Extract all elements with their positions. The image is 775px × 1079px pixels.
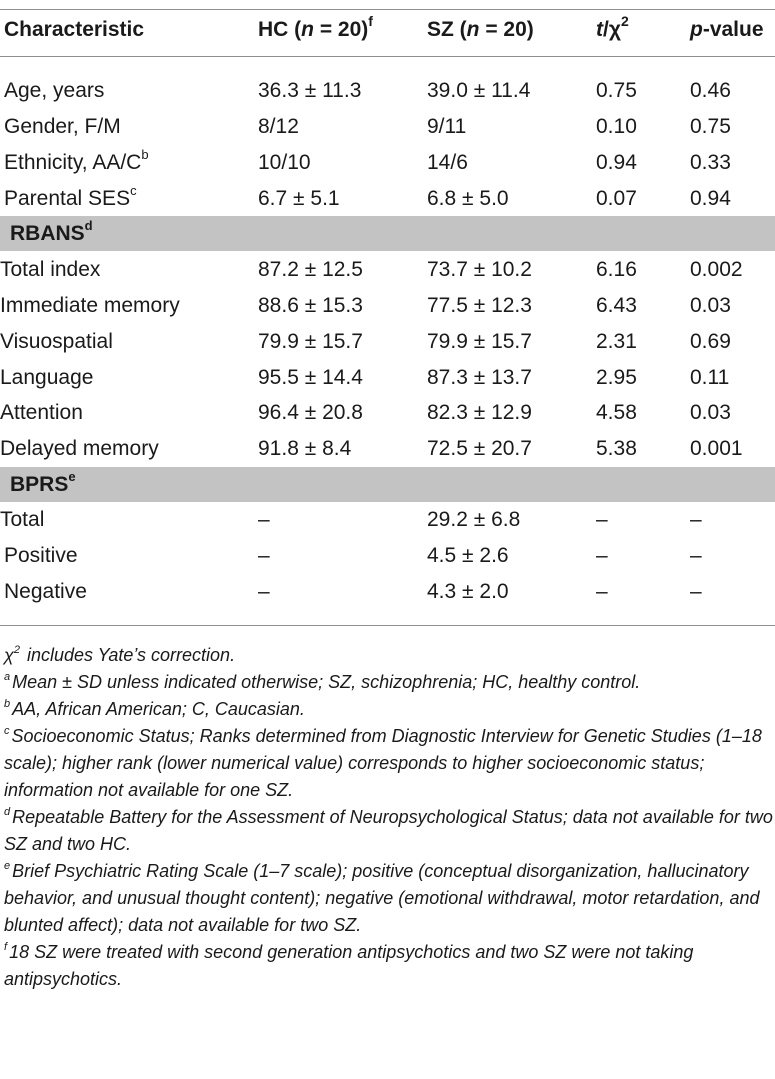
stat-value: 5.38	[596, 437, 637, 460]
stat-value: 2.95	[596, 366, 637, 389]
footnote-ref: c	[130, 183, 137, 198]
hc-value: 6.7 ± 5.1	[258, 187, 340, 210]
p-value: 0.46	[690, 79, 731, 102]
footnote-ref: d	[84, 218, 93, 233]
p-value: 0.03	[690, 401, 731, 424]
p-value: –	[690, 544, 702, 567]
footnote: $^c$ Socioeconomic Status; Ranks determined from Diagnostic Interview for Genetic Studies (1–18 scale); higher rank (lower numerical value) corresponds to higher socioeconomic status; information not available for one SZ.	[4, 725, 762, 800]
hc-value: 96.4 ± 20.8	[258, 401, 363, 424]
stat-value: 0.94	[596, 151, 637, 174]
hc-value: –	[258, 508, 270, 531]
sz-value: 6.8 ± 5.0	[427, 187, 509, 210]
p-value: 0.002	[690, 258, 743, 281]
row-label: Delayed memory	[0, 437, 159, 460]
table-row	[0, 73, 775, 109]
hc-value: –	[258, 544, 270, 567]
p-value: –	[690, 508, 702, 531]
footnote-ref: b	[141, 147, 149, 162]
hc-value: 79.9 ± 15.7	[258, 330, 363, 353]
hc-value: 91.8 ± 8.4	[258, 437, 352, 460]
section-title: RBANS$^d$	[10, 218, 93, 245]
row-label: Total	[0, 508, 45, 531]
row-label: Age, years	[4, 79, 105, 102]
header-sz: SZ (n = 20)	[427, 18, 534, 41]
header-stat: $t/\chi^2$	[596, 13, 629, 41]
sz-value: 79.9 ± 15.7	[427, 330, 532, 353]
footnote: $\chi^2$ includes Yate’s correction.	[4, 644, 236, 665]
p-value: 0.75	[690, 115, 731, 138]
sz-value: 72.5 ± 20.7	[427, 437, 532, 460]
hc-value: 95.5 ± 14.4	[258, 366, 363, 389]
footnote: $^e$ Brief Psychiatric Rating Scale (1–7 scale); positive (conceptual disorganization, hallucinatory behavior, and unusual thought content); negative (emotional withdrawal, motor retardation, and blunted affect); data not available for two SZ.	[4, 860, 760, 935]
sz-value: 4.5 ± 2.6	[427, 544, 509, 567]
footnotes	[4, 642, 774, 993]
header-hc: HC (n = 20)$^f$	[258, 13, 373, 41]
footnote: $^d$ Repeatable Battery for the Assessment of Neuropsychological Status; data not available for two SZ and two HC.	[4, 806, 773, 854]
row-label: Negative	[4, 580, 87, 603]
stat-value: 4.58	[596, 401, 637, 424]
header-bottom-rule	[0, 56, 775, 57]
row-label: Immediate memory	[0, 294, 180, 317]
p-value: 0.03	[690, 294, 731, 317]
table-row	[0, 538, 775, 574]
sz-value: 9/11	[427, 115, 467, 138]
header-characteristic: Characteristic	[4, 18, 145, 41]
p-value: –	[690, 580, 702, 603]
sz-value: 14/6	[427, 151, 468, 174]
stat-value: –	[596, 508, 608, 531]
table-row	[0, 431, 775, 467]
stat-value: 0.75	[596, 79, 637, 102]
p-value: 0.69	[690, 330, 731, 353]
hc-value: –	[258, 580, 270, 603]
hc-value: 8/12	[258, 115, 299, 138]
row-label: Attention	[0, 401, 83, 424]
stat-value: 0.10	[596, 115, 637, 138]
stat-value: 0.07	[596, 187, 637, 210]
row-label: Positive	[4, 544, 78, 567]
row-label: Ethnicity, $AA/C^b$	[4, 147, 149, 174]
hc-value: 87.2 ± 12.5	[258, 258, 363, 281]
header-p-value: p-value	[690, 18, 764, 41]
stat-value: 6.43	[596, 294, 637, 317]
section-title: BPRS$^e$	[10, 469, 76, 496]
table-row	[0, 181, 775, 217]
row-label: Visuospatial	[0, 330, 113, 353]
footnote: $^f$ 18 SZ were treated with second generation antipsychotics and two SZ were not taking antipsychotics.	[4, 941, 694, 989]
stat-value: 6.16	[596, 258, 637, 281]
table-row	[0, 574, 775, 610]
footnote: $^b$ AA, African American; C, Caucasian.	[4, 698, 305, 719]
table-row	[0, 145, 775, 181]
p-value: 0.001	[690, 437, 743, 460]
table-row	[0, 502, 775, 538]
p-value: 0.33	[690, 151, 731, 174]
table-bottom-rule	[0, 625, 775, 626]
table-row	[0, 360, 775, 396]
row-label: Total index	[0, 258, 101, 281]
sz-value: 77.5 ± 12.3	[427, 294, 532, 317]
table-row	[0, 324, 775, 360]
stat-value: –	[596, 580, 608, 603]
row-label: Parental SES$^c$	[4, 183, 137, 210]
sz-value: 82.3 ± 12.9	[427, 401, 532, 424]
table-row	[0, 252, 775, 288]
hc-value: 36.3 ± 11.3	[258, 79, 362, 102]
section-header-rbans	[0, 216, 775, 251]
footnote-ref: e	[68, 469, 76, 484]
footnote: $^a$ Mean ± SD unless indicated otherwise; SZ, schizophrenia; HC, healthy control.	[4, 671, 641, 692]
stat-value: 2.31	[596, 330, 637, 353]
hc-value: 88.6 ± 15.3	[258, 294, 363, 317]
row-label: Language	[0, 366, 94, 389]
stat-value: –	[596, 544, 608, 567]
sz-value: 73.7 ± 10.2	[427, 258, 532, 281]
section-header-bprs	[0, 467, 775, 502]
p-value: 0.94	[690, 187, 731, 210]
table-header-row	[0, 10, 775, 50]
table-row	[0, 395, 775, 431]
p-value: 0.11	[690, 366, 730, 389]
sz-value: 4.3 ± 2.0	[427, 580, 509, 603]
hc-value: 10/10	[258, 151, 311, 174]
row-label: Gender, F/M	[4, 115, 121, 138]
sz-value: 29.2 ± 6.8	[427, 508, 521, 531]
table-row	[0, 288, 775, 324]
sz-value: 87.3 ± 13.7	[427, 366, 532, 389]
table-row	[0, 109, 775, 145]
sz-value: 39.0 ± 11.4	[427, 79, 531, 102]
